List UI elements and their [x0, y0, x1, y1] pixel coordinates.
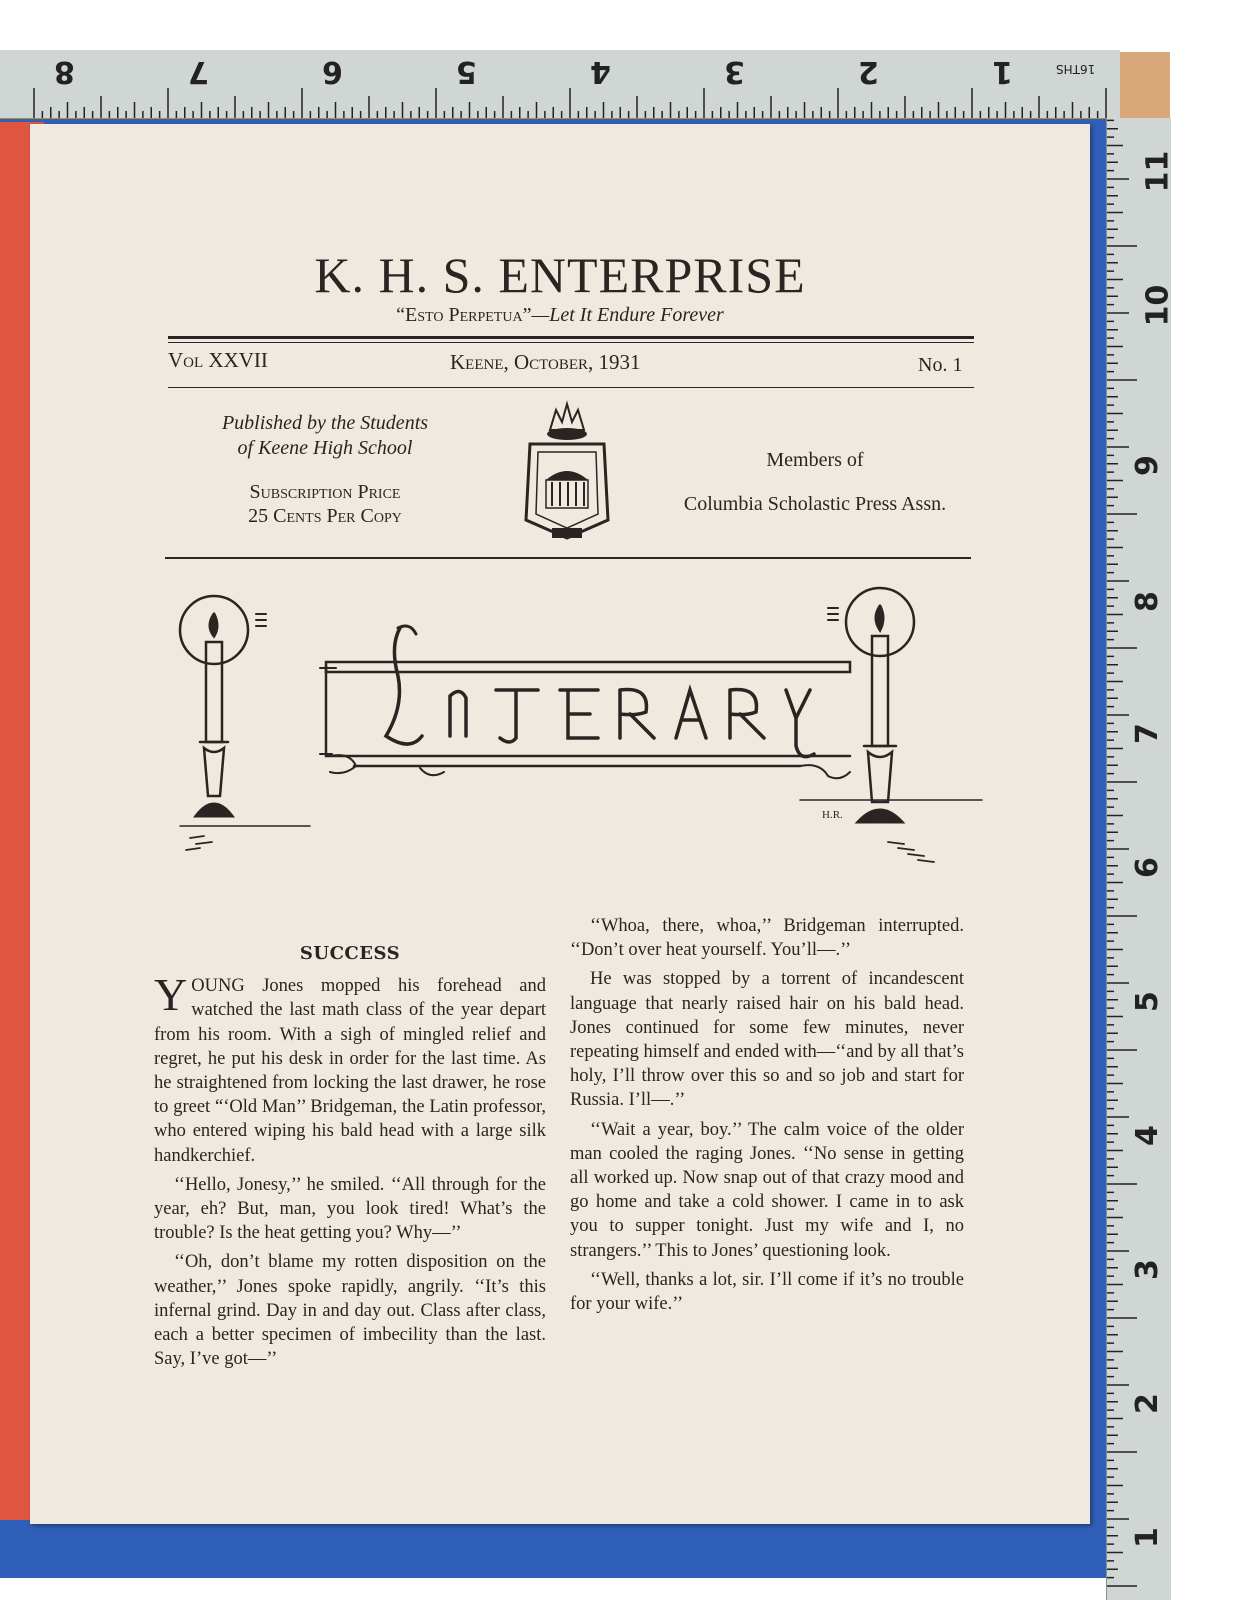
- ruler-top-ticks: [0, 50, 1120, 118]
- ruler-top-number: 7: [188, 54, 209, 89]
- ruler-top-number: 8: [54, 54, 75, 89]
- members-note: [660, 438, 970, 526]
- newsletter-title: K. H. S. ENTERPRISE: [314, 247, 806, 303]
- subscription-line: Subscription Price: [249, 481, 401, 503]
- ruler-right-number: 8: [1129, 591, 1165, 612]
- ruler-right-number: 6: [1129, 857, 1165, 878]
- press-association-seal: [522, 400, 612, 542]
- volume-label: Vol XXVII: [168, 348, 268, 372]
- subscription-line: 25 Cents Per Copy: [248, 505, 402, 527]
- article-paragraph: He was stopped by a torrent of incandescent language that nearly raised hair on his bald head. Jones continued for some few minutes, never repeating himself and ended with—‘‘and by all that’s holy, I’ll throw over this so and so job and start for Russia. I’ll—.’’: [570, 969, 964, 1111]
- article-paragraph: [154, 969, 546, 1168]
- article-paragraph: ‘‘Oh, don’t blame my rotten disposition on the weather,’’ Jones spoke rapidly, angrily. ‘‘It’s this infernal grind. Day in and day out. Class after class, each a better specimen of imbecility than the last. Say, I’ve got—’’: [154, 1252, 546, 1370]
- issue-date: Keene, October, 1931: [450, 350, 641, 374]
- motto: [30, 304, 1090, 327]
- section-rule: [165, 557, 971, 559]
- motto-latin: “Esto Perpetua”: [396, 304, 532, 326]
- publisher-line: Published by the Students: [221, 412, 429, 434]
- masthead-rule-thin: [168, 342, 974, 343]
- ruler-right-number: 5: [1129, 991, 1165, 1012]
- members-line: Members of: [766, 449, 864, 471]
- masthead-rule: [168, 336, 974, 339]
- scan-background-bottom: [0, 1520, 1110, 1578]
- ruler-right-number: 10: [1140, 284, 1176, 327]
- ruler-right-number: 1: [1129, 1527, 1165, 1548]
- ruler-top-number: 6: [322, 54, 343, 89]
- article-paragraph: ‘‘Well, thanks a lot, sir. I’ll come if it’s no trouble for your wife.’’: [570, 1269, 964, 1315]
- subscription-note: [195, 480, 455, 528]
- ruler-top: [0, 50, 1120, 119]
- issue-number: No. 1: [918, 354, 963, 376]
- dateline-rule: [168, 387, 974, 388]
- article-column-left: [154, 942, 546, 1376]
- members-line: Columbia Scholastic Press Assn.: [683, 493, 947, 515]
- literary-banner-illustration: [160, 586, 960, 882]
- ruler-right-number: 7: [1129, 723, 1165, 744]
- article-paragraph: ‘‘Wait a year, boy.’’ The calm voice of the older man cooled the raging Jones. ‘‘No sense in getting all worked up. Now snap out of that crazy mood and go home and take a cold shower. I came in to ask you to supper tonight. Just my wife and I, no strangers.’’ This to Jones’ questioning look.: [570, 1119, 964, 1261]
- ruler-unit-label: 16THS: [1056, 62, 1096, 76]
- ruler-right-number: 9: [1129, 455, 1165, 476]
- ruler-top-number: 4: [590, 54, 611, 89]
- illustrator-initials: H.R.: [822, 809, 843, 821]
- article-paragraph: ‘‘Hello, Jonesy,’’ he smiled. ‘‘All through for the year, eh? But, man, you look tired! What’s the trouble? Is the heat getting you? Why—’’: [154, 1174, 546, 1244]
- publisher-note: [195, 411, 455, 461]
- paragraph-text: OUNG Jones mopped his forehead and watched the last math class of the year depart from his room. With a sigh of mingled relief and regret, he put his desk in order for the last time. As he straightened from locking the last drawer, he rose to greet “‘Old Man’’ Bridgeman, the Latin professor, who entered wiping his bald head with a large silk handkerchief.: [154, 976, 546, 1166]
- ruler-top-number: 1: [992, 54, 1013, 89]
- article-heading: SUCCESS: [299, 943, 401, 964]
- article-paragraph: ‘‘Whoa, there, whoa,’’ Bridgeman interrupted. ‘‘Don’t over heat yourself. You’ll—.’’: [570, 916, 964, 961]
- ruler-right-number: 11: [1140, 150, 1176, 193]
- ruler-top-number: 2: [858, 54, 879, 89]
- publisher-line: of Keene High School: [237, 437, 413, 459]
- article-column-right: [570, 914, 964, 1321]
- ruler-right-number: 4: [1129, 1125, 1165, 1146]
- drop-cap: Y: [154, 969, 188, 1021]
- newsletter-page: [30, 124, 1090, 1524]
- ruler-top-number: 3: [724, 54, 745, 89]
- motto-english: —Let It Endure Forever: [531, 304, 724, 326]
- ruler-right-number: 2: [1129, 1393, 1165, 1414]
- ruler-tape-end: [1120, 52, 1170, 118]
- ruler-right-number: 3: [1129, 1259, 1165, 1280]
- ruler-top-number: 5: [456, 54, 477, 89]
- ruler-right: [1106, 118, 1176, 1600]
